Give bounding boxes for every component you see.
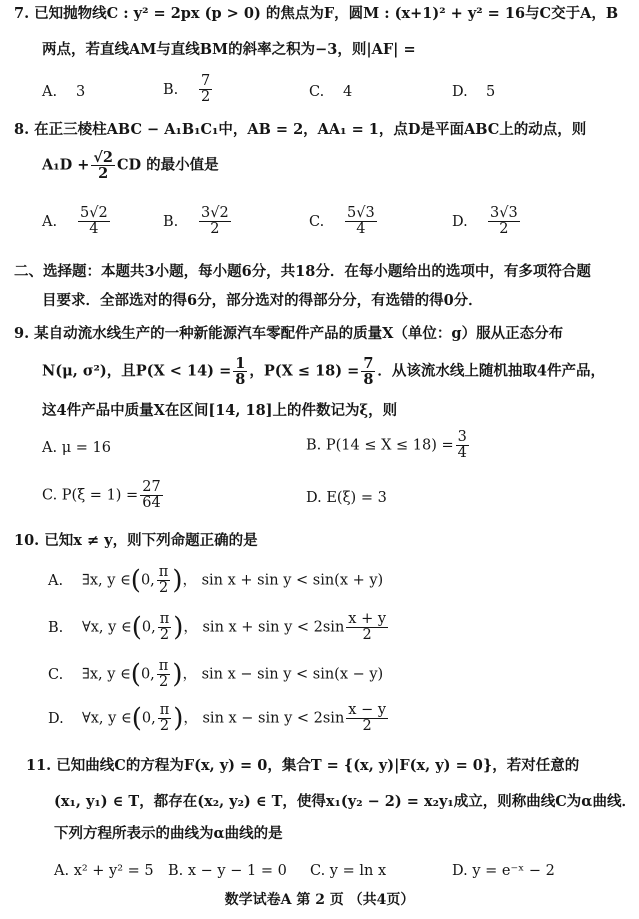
- q9-option-d: D. E(ξ) = 3: [306, 490, 387, 506]
- q11-line1: 11. 已知曲线C的方程为F(x, y) = 0，集合T = {(x, y)|F(x, y) = 0}，若对任意的: [26, 757, 580, 774]
- q7-line2: 两点，若直线AM与直线BM的斜率之积为−3，则|AF| =: [42, 41, 416, 58]
- q11-option-a: A. x² + y² = 5: [54, 863, 154, 879]
- q8-line1: 8. 在正三棱柱ABC − A₁B₁C₁中，AB = 2，AA₁ = 1，点D是平面ABC上的动点，则: [14, 121, 587, 138]
- q8-option-c: C. $\frac{5√3}{4}$: [309, 205, 375, 238]
- q8-option-d: D. $\frac{3√3}{2}$: [452, 205, 518, 238]
- q11-option-b: B. x − y − 1 = 0: [168, 863, 287, 879]
- q10-option-b: B. ∀x, y ∈(0, $\frac{\pi}{2}$ )， sin x + sin y < 2sin $\frac{x + y}{2}$: [48, 611, 387, 644]
- q10-stem: 10. 已知x ≠ y，则下列命题正确的是: [14, 532, 258, 549]
- q11-line3: 下列方程所表示的曲线为α曲线的是: [54, 825, 283, 842]
- page-footer: 数学试卷A 第 2 页 （共4页）: [224, 892, 415, 908]
- q9-option-c: C. P(ξ = 1) = $\frac{27}{64}$: [42, 479, 161, 512]
- q11-option-d: D. y = e⁻ˣ − 2: [452, 863, 555, 879]
- q8-option-b: B. $\frac{3√2}{2}$: [163, 205, 229, 238]
- q7-option-d: D. 5: [452, 84, 496, 100]
- q9-line3: 这4件产品中质量X在区间[14, 18]上的件数记为ξ，则: [42, 402, 398, 419]
- q8-option-a: A. $\frac{5√2}{4}$: [42, 205, 108, 238]
- q9-option-b: B. P(14 ≤ X ≤ 18) = $\frac{3}{4}$: [306, 429, 467, 462]
- q10-option-a: A. ∃x, y ∈(0, $\frac{\pi}{2}$ )， sin x + sin y < sin(x + y): [48, 564, 384, 597]
- q11-line2: (x₁, y₁) ∈ T，都存在(x₂, y₂) ∈ T，使得x₁(y₂ − 2) = x₂y₁成立，则称曲线C为α曲线．: [54, 793, 636, 810]
- q9-line2: N(μ, σ²)，且P(X < 14) = $\frac{1}{8}$ ，P(X ≤ 18) = $\frac{7}{8}$ ．从该流水线上随机抽取4件产品，: [42, 355, 606, 389]
- section2-line1: 二、选择题：本题共3小题，每小题6分，共18分．在每小题给出的选项中，有多项符合题: [14, 263, 591, 280]
- q11-option-c: C. y = ln x: [310, 863, 387, 879]
- q9-option-a: A. μ = 16: [42, 440, 111, 456]
- q7-option-c: C. 4: [309, 84, 353, 100]
- q10-option-c: C. ∃x, y ∈(0, $\frac{\pi}{2}$ )， sin x − sin y < sin(x − y): [48, 658, 384, 691]
- q10-option-d: D. ∀x, y ∈(0, $\frac{\pi}{2}$ )， sin x − sin y < 2sin $\frac{x - y}{2}$: [48, 702, 387, 735]
- q7-option-b: B. $\frac{7}{2}$: [163, 73, 211, 106]
- q7-line1: 7. 已知抛物线C : y² = 2px (p > 0) 的焦点为F，圆M : (x+1)² + y² = 16与C交于A，B: [14, 5, 619, 22]
- q7-option-a: A. 3: [42, 84, 86, 100]
- section2-line2: 目要求．全部选对的得6分，部分选对的得部分分，有选错的得0分．: [42, 292, 483, 309]
- q9-line1: 9. 某自动流水线生产的一种新能源汽车零配件产品的质量X（单位：g）服从正态分布: [14, 325, 564, 342]
- q8-line2: A₁D + $\frac{√2}{2}$ CD 的最小值是: [42, 149, 219, 183]
